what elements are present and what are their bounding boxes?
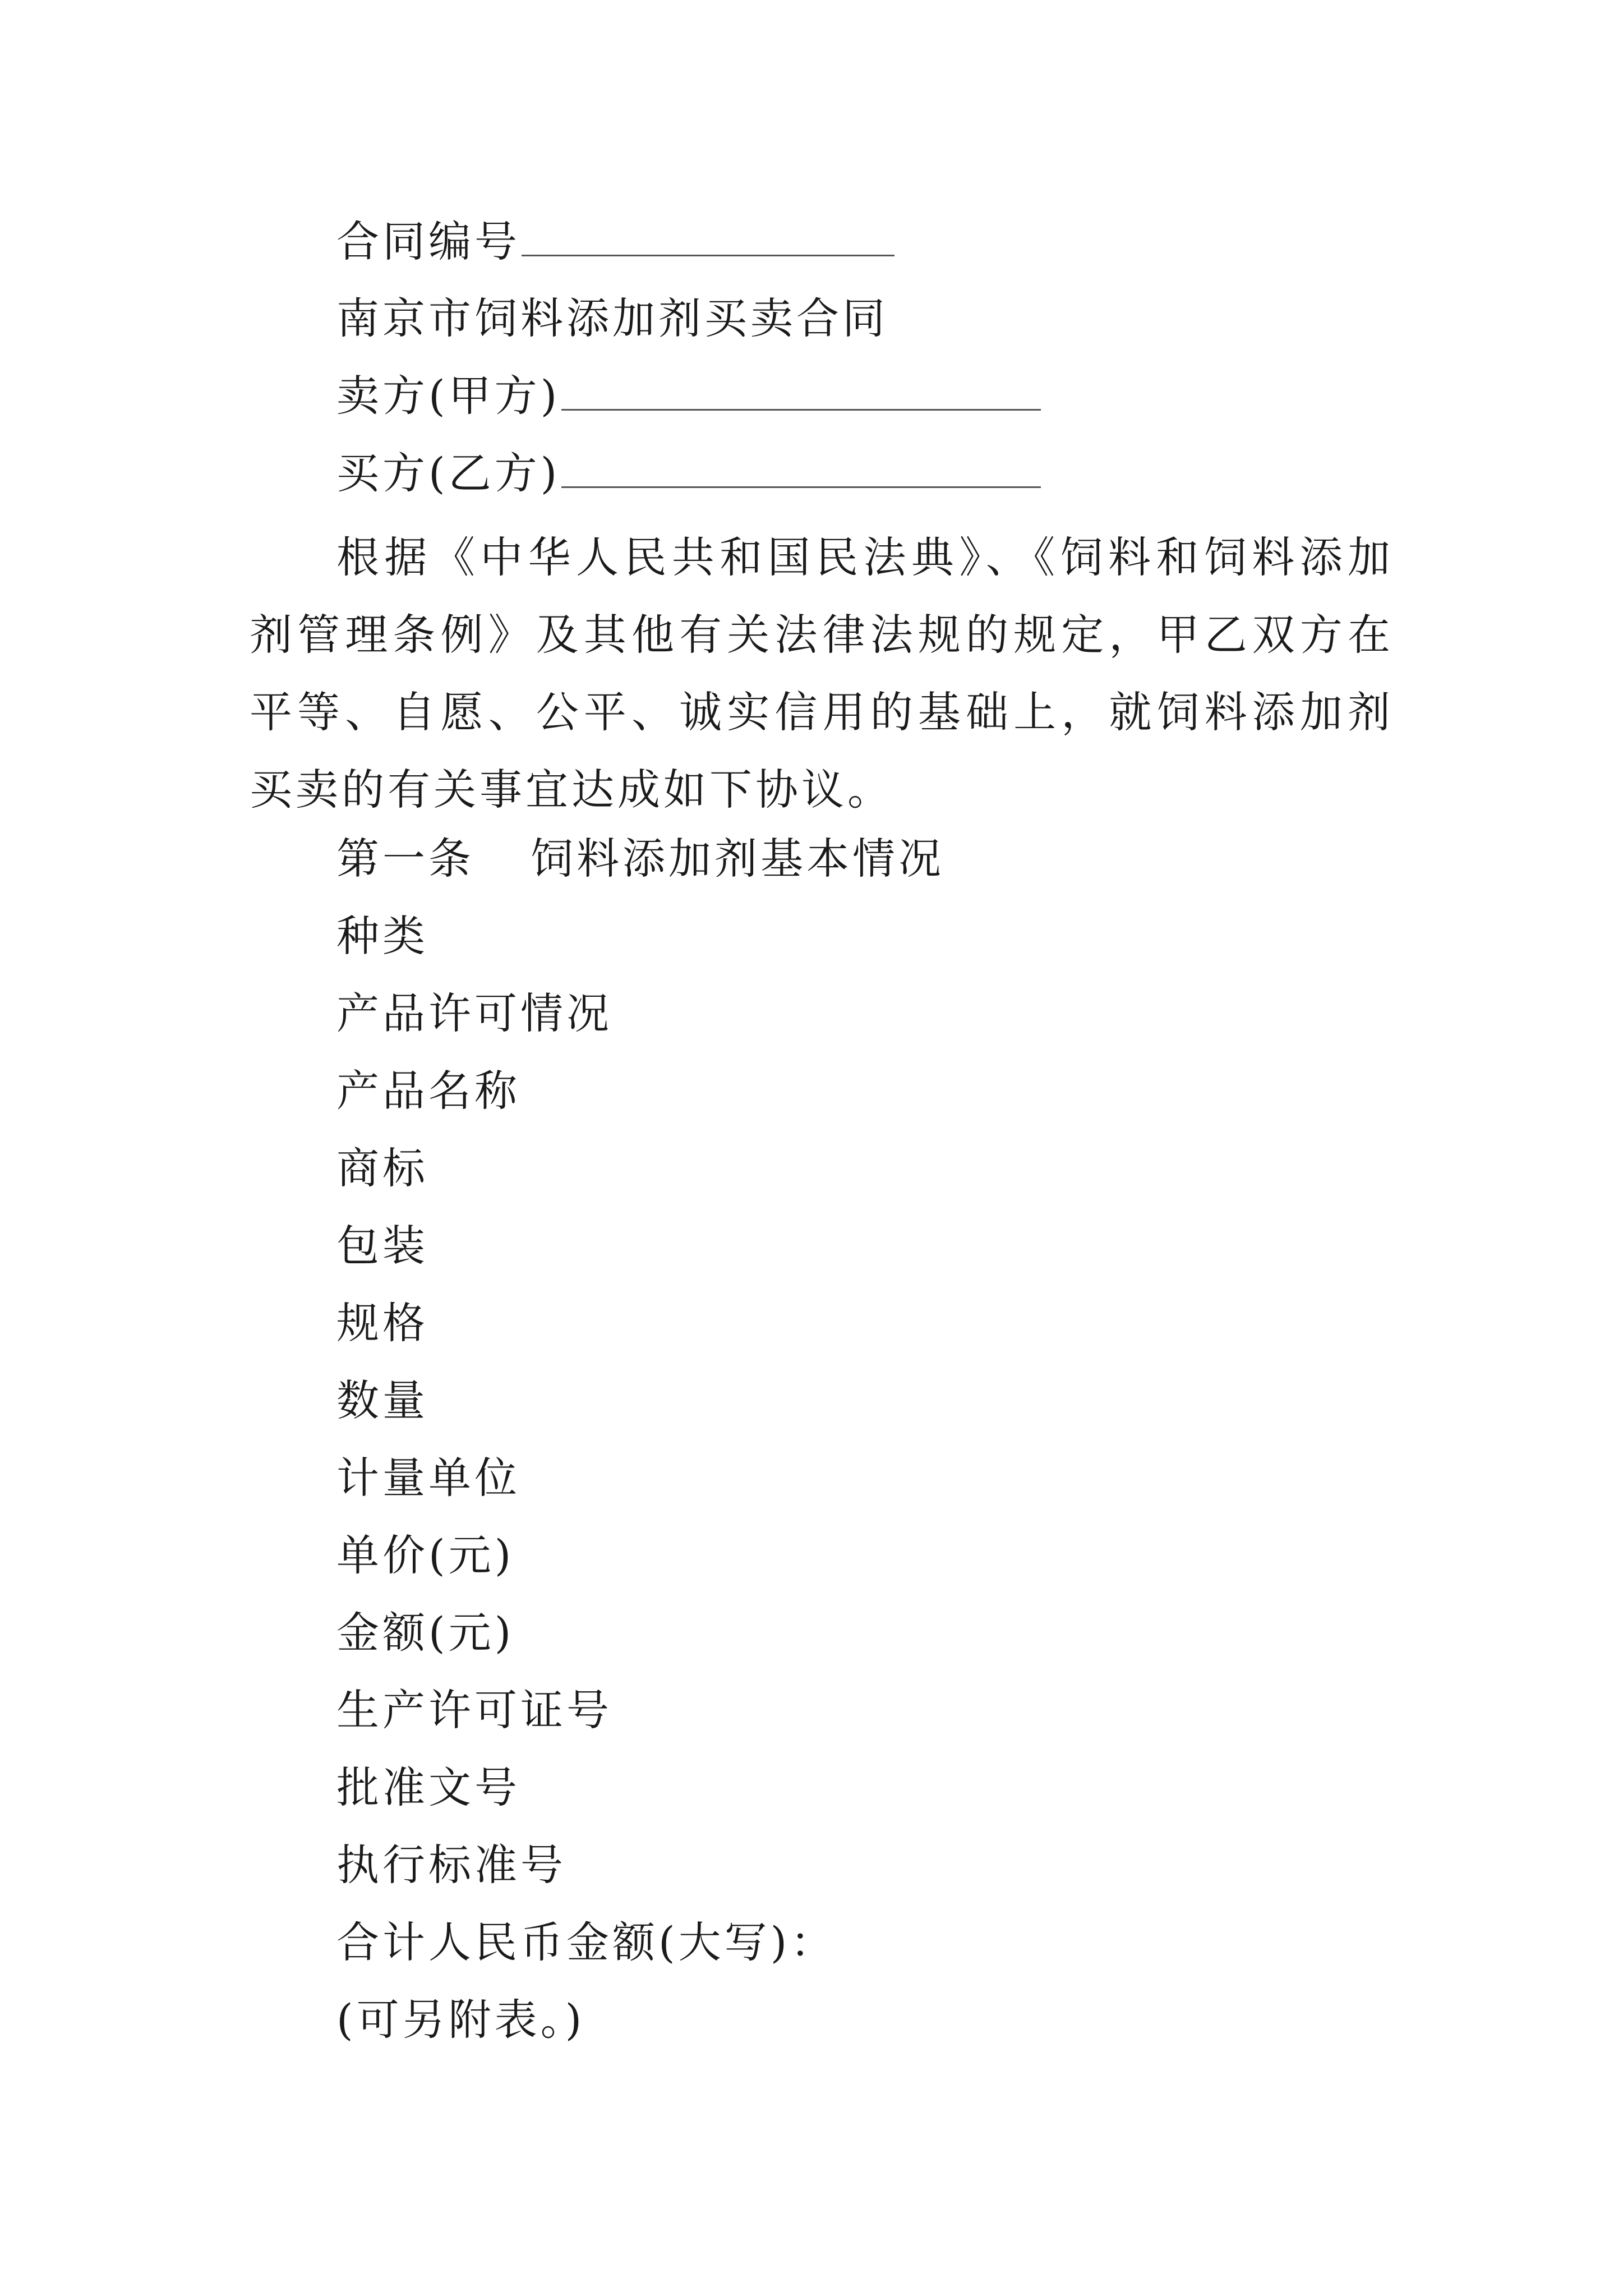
preamble-paragraph: 根据《中华人民共和国民法典》、《饲料和饲料添加剂管理条例》及其他有关法律法规的规定，甲乙双方在平等、自愿、公平、诚实信用的基础上，就饲料添加剂买卖的有关事宜达成如下协议。	[250, 532, 1394, 815]
field-unit-price: 单价(元)	[336, 1530, 515, 1580]
field-license-status: 产品许可情况	[336, 988, 612, 1038]
field-production-license-no: 生产许可证号	[336, 1685, 612, 1735]
field-total-amount: 合计人民币金额(大写)：	[336, 1917, 837, 1967]
field-quantity: 数量	[336, 1375, 428, 1425]
field-trademark: 商标	[336, 1143, 428, 1193]
field-product-name: 产品名称	[336, 1066, 520, 1116]
field-unit: 计量单位	[336, 1453, 520, 1503]
article-1-number: 第一条	[336, 834, 474, 884]
buyer-label: 买方(乙方)	[336, 448, 561, 498]
buyer-blank	[561, 452, 1041, 488]
field-amount: 金额(元)	[336, 1608, 515, 1658]
field-standard-no: 执行标准号	[336, 1840, 566, 1890]
article-1-heading	[336, 834, 944, 884]
field-attachment-note: (可另附表。)	[336, 1995, 585, 2045]
field-specification: 规格	[336, 1298, 428, 1348]
article-1-title: 饲料添加剂基本情况	[531, 834, 944, 884]
field-kind: 种类	[336, 911, 428, 961]
buyer-line	[336, 448, 1041, 498]
seller-label: 卖方(甲方)	[336, 371, 561, 421]
contract-number-label: 合同编号	[336, 217, 520, 266]
seller-line	[336, 371, 1041, 421]
seller-blank	[561, 374, 1041, 411]
contract-number-blank	[522, 220, 895, 256]
document-title: 南京市饲料添加剂买卖合同	[336, 293, 888, 343]
contract-number-line	[336, 217, 895, 266]
field-approval-no: 批准文号	[336, 1763, 520, 1812]
field-packaging: 包装	[336, 1221, 428, 1271]
